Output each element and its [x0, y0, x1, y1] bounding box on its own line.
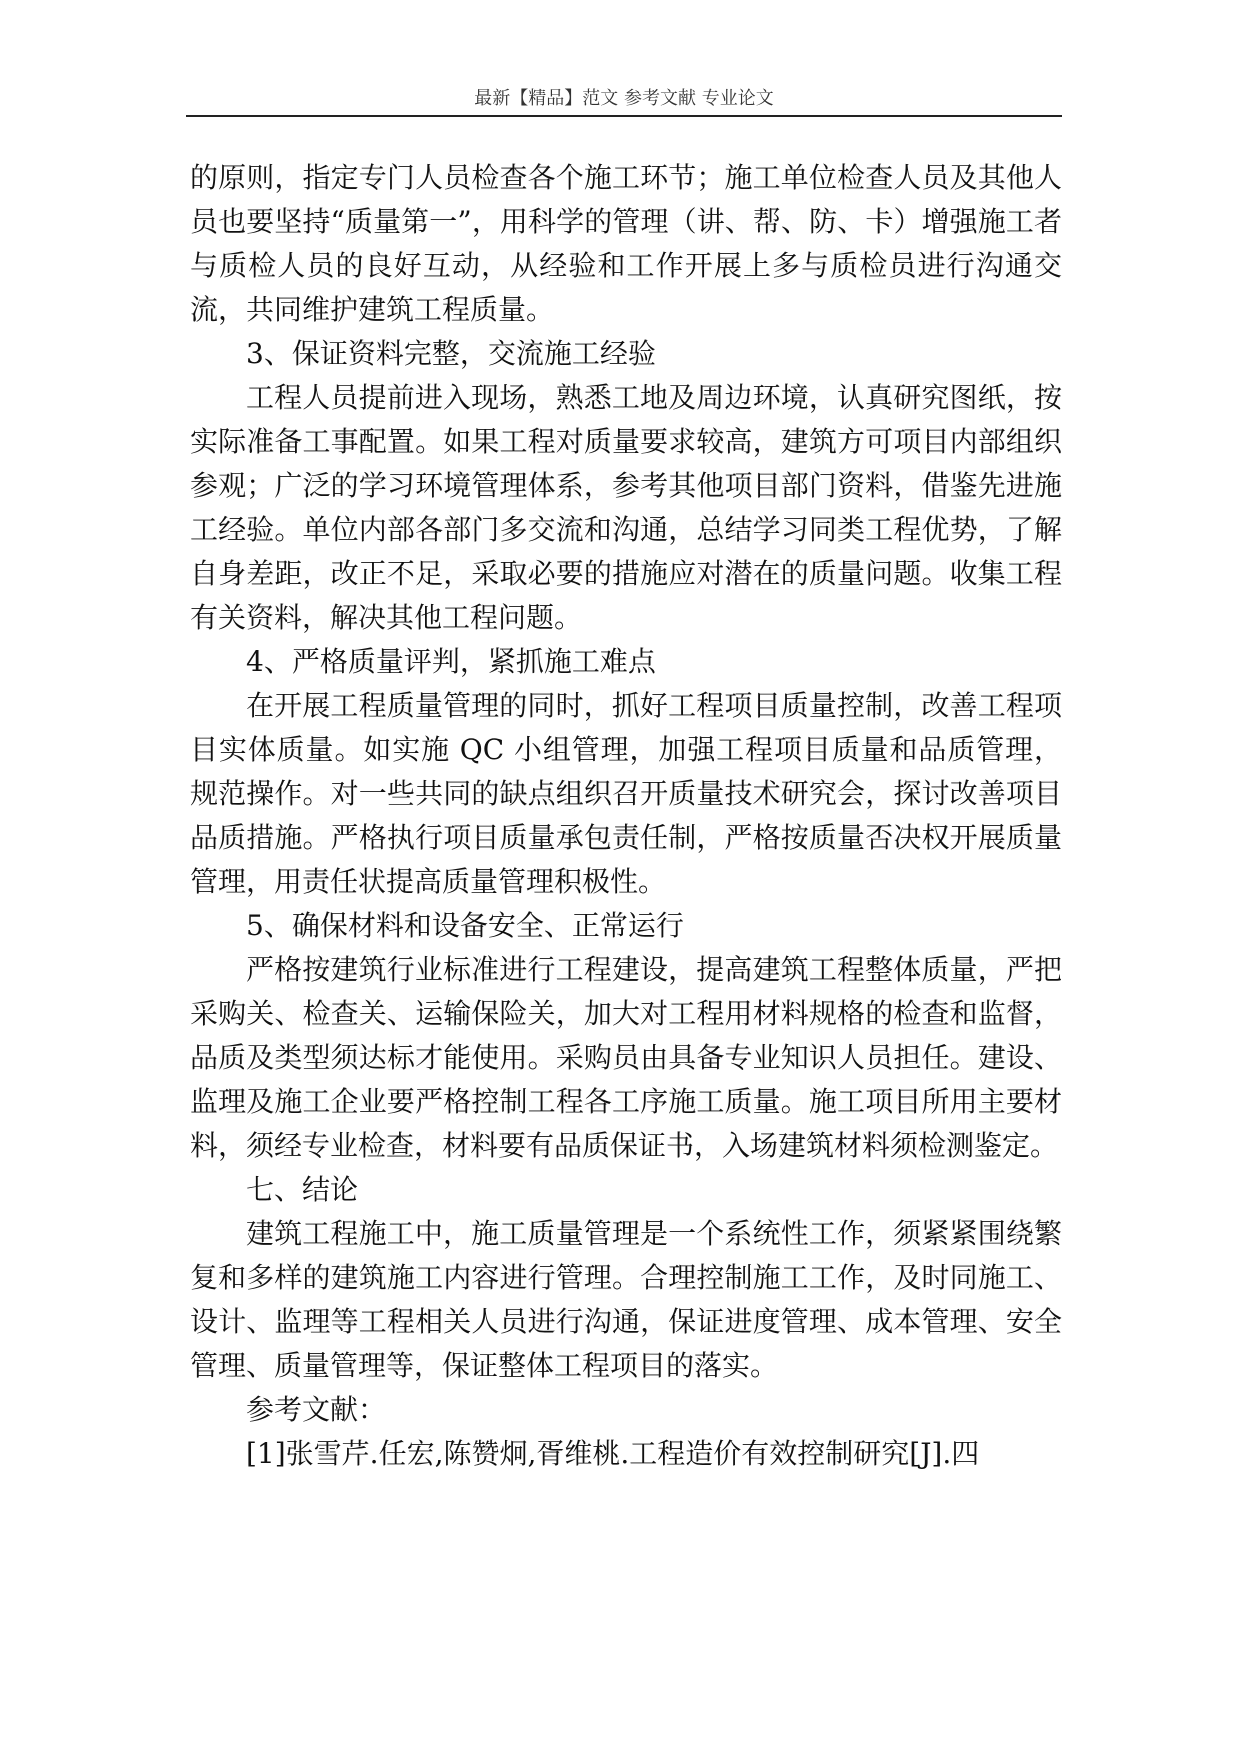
paragraph-section-3: 工程人员提前进入现场，熟悉工地及周边环境，认真研究图纸，按实际准备工事配置。如果工程对质量要求较高，建筑方可项目内部组织参观；广泛的学习环境管理体系，参考其他项目部门资料，借鉴先进施工经验。单位内部各部门多交流和沟通，总结学习同类工程优势，了解自身差距，改正不足，采取必要的措施应对潜在的质量问题。收集工程有关资料，解决其他工程问题。	[190, 381, 1062, 634]
section-heading-3: 3、保证资料完整，交流施工经验	[246, 337, 656, 370]
header-rule	[186, 115, 1062, 117]
section-heading-conclusion: 七、结论	[246, 1173, 359, 1206]
page-header	[186, 86, 1062, 112]
paragraph-conclusion: 建筑工程施工中，施工质量管理是一个系统性工作，须紧紧围绕繁复和多样的建筑施工内容进行管理。合理控制施工工作，及时同施工、设计、监理等工程相关人员进行沟通，保证进度管理、成本管理、安全管理、质量管理等，保证整体工程项目的落实。	[190, 1217, 1062, 1382]
references-heading: 参考文献：	[246, 1393, 387, 1426]
paragraph-section-4: 在开展工程质量管理的同时，抓好工程项目质量控制，改善工程项目实体质量。如实施 QC 小组管理，加强工程项目质量和品质管理，规范操作。对一些共同的缺点组织召开质量技术研究会，探讨改善项目品质措施。严格执行项目质量承包责任制，严格按质量否决权开展质量管理，用责任状提高质量管理积极性。	[190, 689, 1062, 898]
paragraph-continuation: 的原则，指定专门人员检查各个施工环节；施工单位检查人员及其他人员也要坚持“质量第一”，用科学的管理（讲、帮、防、卡）增强施工者与质检人员的良好互动，从经验和工作开展上多与质检员进行沟通交流，共同维护建筑工程质量。	[190, 161, 1062, 326]
reference-item: [1]张雪芹.任宏,陈赞炯,胥维桃.工程造价有效控制研究[J].四	[246, 1437, 980, 1470]
section-heading-5: 5、确保材料和设备安全、正常运行	[246, 909, 684, 942]
paragraph-section-5: 严格按建筑行业标准进行工程建设，提高建筑工程整体质量，严把采购关、检查关、运输保险关，加大对工程用材料规格的检查和监督，品质及类型须达标才能使用。采购员由具备专业知识人员担任。建设、监理及施工企业要严格控制工程各工序施工质量。施工项目所用主要材料，须经专业检查，材料要有品质保证书，入场建筑材料须检测鉴定。	[190, 953, 1062, 1162]
section-heading-4: 4、严格质量评判，紧抓施工难点	[246, 645, 656, 678]
header-title: 最新【精品】范文 参考文献 专业论文	[474, 88, 774, 109]
document-body	[190, 156, 1062, 1476]
